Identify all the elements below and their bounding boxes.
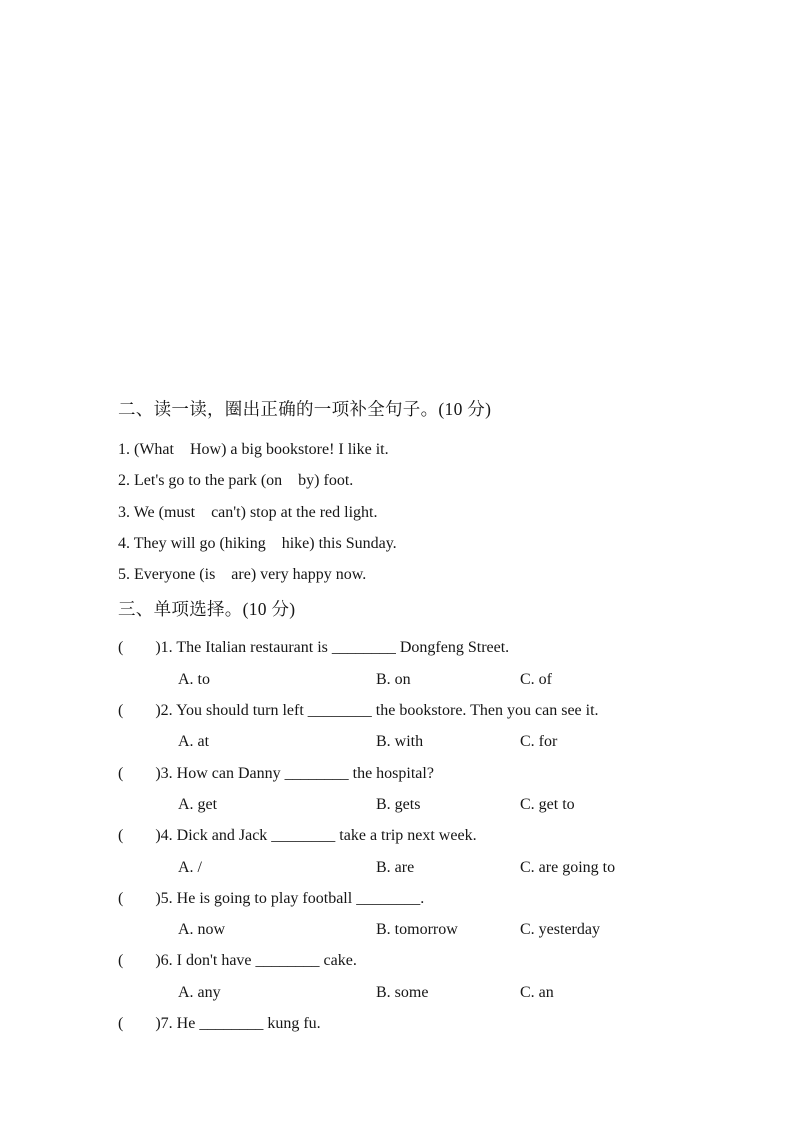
option-b: B. on <box>376 670 411 688</box>
options-row <box>118 914 758 945</box>
option-c: C. yesterday <box>520 921 600 939</box>
options-row <box>118 726 758 757</box>
option-a: A. any <box>178 983 221 1001</box>
fill-blank-item: 1. (What How) a big bookstore! I like it. <box>118 441 389 458</box>
option-a: A. get <box>178 795 218 813</box>
fill-blank-item: 5. Everyone (is are) very happy now. <box>118 566 367 584</box>
fill-blank-item: 3. We (must can't) stop at the red light. <box>118 503 378 521</box>
question-stem: ( )4. Dick and Jack ________ take a trip next week. <box>118 827 477 845</box>
option-b: B. gets <box>376 795 421 813</box>
section3-heading: 三、单项选择。(10 分) <box>118 599 296 620</box>
question-stem: ( )5. He is going to play football ________. <box>118 889 425 907</box>
question-stem: ( )1. The Italian restaurant is ________ Dongfeng Street. <box>118 639 510 657</box>
options-row <box>118 977 758 1008</box>
option-b: B. tomorrow <box>376 921 458 939</box>
question-stem: ( )7. He ________ kung fu. <box>118 1015 321 1033</box>
option-a: A. / <box>178 858 202 876</box>
fill-blank-item: 4. They will go (hiking hike) this Sunday. <box>118 534 397 552</box>
option-a: A. at <box>178 733 210 751</box>
option-c: C. an <box>520 983 554 1001</box>
section2-heading: 二、读一读，圈出正确的一项补全句子。(10 分) <box>118 399 492 419</box>
option-c: C. are going to <box>520 858 616 876</box>
option-c: C. of <box>520 670 552 688</box>
question-stem: ( )3. How can Danny ________ the hospital? <box>118 764 434 782</box>
worksheet-content <box>118 392 758 1039</box>
option-b: B. with <box>376 733 424 751</box>
option-b: B. are <box>376 858 415 876</box>
option-a: A. to <box>178 670 210 688</box>
options-row <box>118 789 758 820</box>
fill-blank-item: 2. Let's go to the park (on by) foot. <box>118 472 354 490</box>
option-c: C. for <box>520 733 558 751</box>
option-b: B. some <box>376 983 429 1001</box>
options-row <box>118 852 758 883</box>
option-c: C. get to <box>520 795 575 813</box>
question-stem: ( )2. You should turn left ________ the bookstore. Then you can see it. <box>118 702 599 720</box>
option-a: A. now <box>178 921 226 939</box>
options-row <box>118 664 758 695</box>
question-stem: ( )6. I don't have ________ cake. <box>118 952 357 970</box>
